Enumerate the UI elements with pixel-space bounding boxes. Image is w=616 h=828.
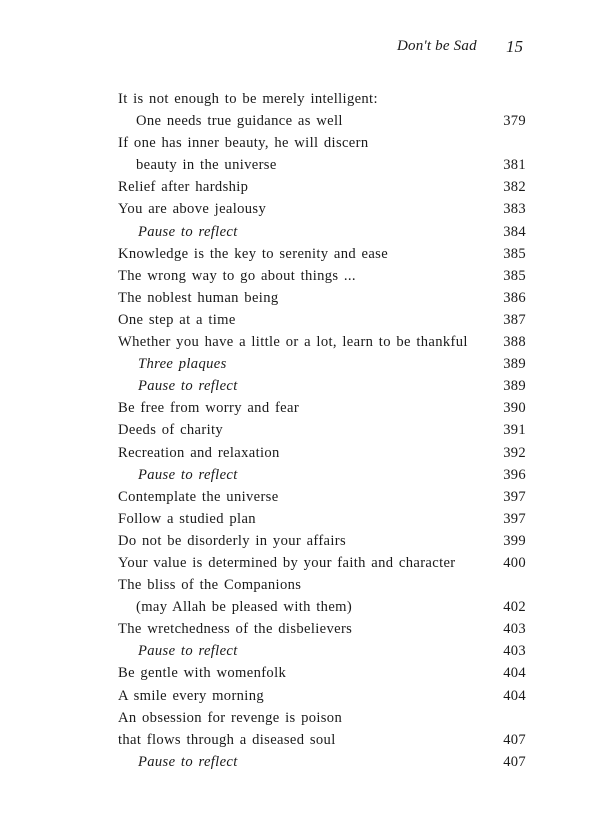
toc-entry-page: 397 [503, 510, 526, 527]
toc-entry-page: 384 [503, 223, 526, 240]
toc-entry [118, 265, 526, 287]
toc-entry-title: The wretchedness of the disbelievers [118, 621, 353, 638]
toc-entry-page: 389 [503, 356, 526, 373]
toc-entry [118, 309, 526, 331]
table-of-contents [118, 88, 526, 773]
toc-entry-title: You are above jealousy [118, 201, 267, 218]
toc-entry-page: 385 [503, 267, 526, 284]
toc-entry-title: Pause to reflect [138, 378, 238, 395]
toc-entry [118, 640, 526, 662]
toc-entry [118, 176, 526, 198]
toc-entry-page: 379 [503, 113, 526, 130]
toc-entry-title: The wrong way to go about things ... [118, 267, 356, 284]
toc-entry-page: 381 [503, 157, 526, 174]
toc-entry-title: Do not be disorderly in your affairs [118, 532, 347, 549]
toc-entry-page: 382 [503, 179, 526, 196]
toc-entry [118, 110, 526, 132]
toc-entry-title: Be free from worry and fear [118, 400, 300, 417]
toc-entry [118, 508, 526, 530]
toc-entry [118, 729, 526, 751]
toc-entry-title: One needs true guidance as well [136, 113, 343, 130]
toc-entry-page: 389 [503, 378, 526, 395]
toc-entry [118, 442, 526, 464]
toc-entry [118, 596, 526, 618]
toc-entry-title: It is not enough to be merely intelligent: [118, 91, 378, 107]
toc-entry [118, 464, 526, 486]
toc-entry-title: Pause to reflect [138, 643, 238, 660]
toc-entry [118, 198, 526, 220]
toc-entry-title: that flows through a diseased soul [118, 731, 336, 748]
toc-entry-page: 397 [503, 488, 526, 505]
toc-entry [118, 662, 526, 684]
toc-entry-title: If one has inner beauty, he will discern [118, 135, 369, 152]
toc-entry [118, 331, 526, 353]
toc-entry [118, 707, 526, 729]
toc-entry-title: Whether you have a little or a lot, learn to be thankful [118, 334, 468, 351]
toc-entry [118, 751, 526, 773]
toc-entry-title: (may Allah be pleased with them) [136, 599, 353, 616]
toc-entry-page: 396 [503, 466, 526, 483]
toc-entry-title: Pause to reflect [138, 753, 238, 770]
toc-entry-page: 402 [503, 599, 526, 616]
toc-entry-title: Knowledge is the key to serenity and ease [118, 245, 389, 262]
toc-entry-page: 407 [503, 753, 526, 770]
toc-entry [118, 486, 526, 508]
toc-entry-page: 407 [503, 731, 526, 748]
page-number: 15 [506, 37, 523, 56]
toc-entry [118, 221, 526, 243]
toc-entry [118, 132, 526, 154]
toc-entry [118, 618, 526, 640]
toc-entry-title: Pause to reflect [138, 223, 238, 240]
toc-entry [118, 685, 526, 707]
toc-entry-title: Three plaques [138, 356, 227, 373]
toc-entry-title: A smile every morning [118, 687, 265, 704]
toc-entry-title: The bliss of the Companions [118, 577, 302, 594]
toc-entry-page: 387 [503, 311, 526, 328]
toc-entry-title: Relief after hardship [118, 179, 249, 196]
toc-entry-page: 392 [503, 444, 526, 461]
toc-entry-page: 404 [503, 687, 526, 704]
toc-entry-page: 383 [503, 201, 526, 218]
toc-entry [118, 419, 526, 441]
toc-entry [118, 552, 526, 574]
toc-entry [118, 88, 526, 110]
toc-entry [118, 397, 526, 419]
toc-entry [118, 574, 526, 596]
toc-entry-page: 404 [503, 665, 526, 682]
toc-entry-page: 388 [503, 334, 526, 351]
toc-entry [118, 287, 526, 309]
toc-entry-page: 399 [503, 532, 526, 549]
toc-entry-title: Recreation and relaxation [118, 444, 280, 461]
toc-entry [118, 530, 526, 552]
toc-entry-title: One step at a time [118, 311, 236, 328]
toc-entry-title: Deeds of charity [118, 422, 224, 439]
running-header [0, 38, 616, 62]
toc-entry-page: 391 [503, 422, 526, 439]
toc-entry-title: Your value is determined by your faith and character [118, 554, 456, 571]
toc-entry [118, 154, 526, 176]
toc-entry-title: An obsession for revenge is poison [118, 709, 343, 726]
toc-entry-title: Contemplate the universe [118, 488, 279, 505]
toc-entry-title: Be gentle with womenfolk [118, 665, 287, 682]
toc-entry-page: 403 [503, 643, 526, 660]
toc-entry [118, 243, 526, 265]
toc-entry-page: 400 [503, 554, 526, 571]
toc-entry-title: Follow a studied plan [118, 510, 256, 527]
running-title: Don't be Sad [397, 38, 477, 54]
toc-entry-title: The noblest human being [118, 289, 279, 306]
toc-entry [118, 375, 526, 397]
toc-entry-title: beauty in the universe [136, 157, 277, 174]
toc-entry [118, 353, 526, 375]
toc-entry-page: 386 [503, 289, 526, 306]
toc-entry-page: 385 [503, 245, 526, 262]
toc-entry-title: Pause to reflect [138, 466, 238, 483]
toc-entry-page: 390 [503, 400, 526, 417]
toc-entry-page: 403 [503, 621, 526, 638]
